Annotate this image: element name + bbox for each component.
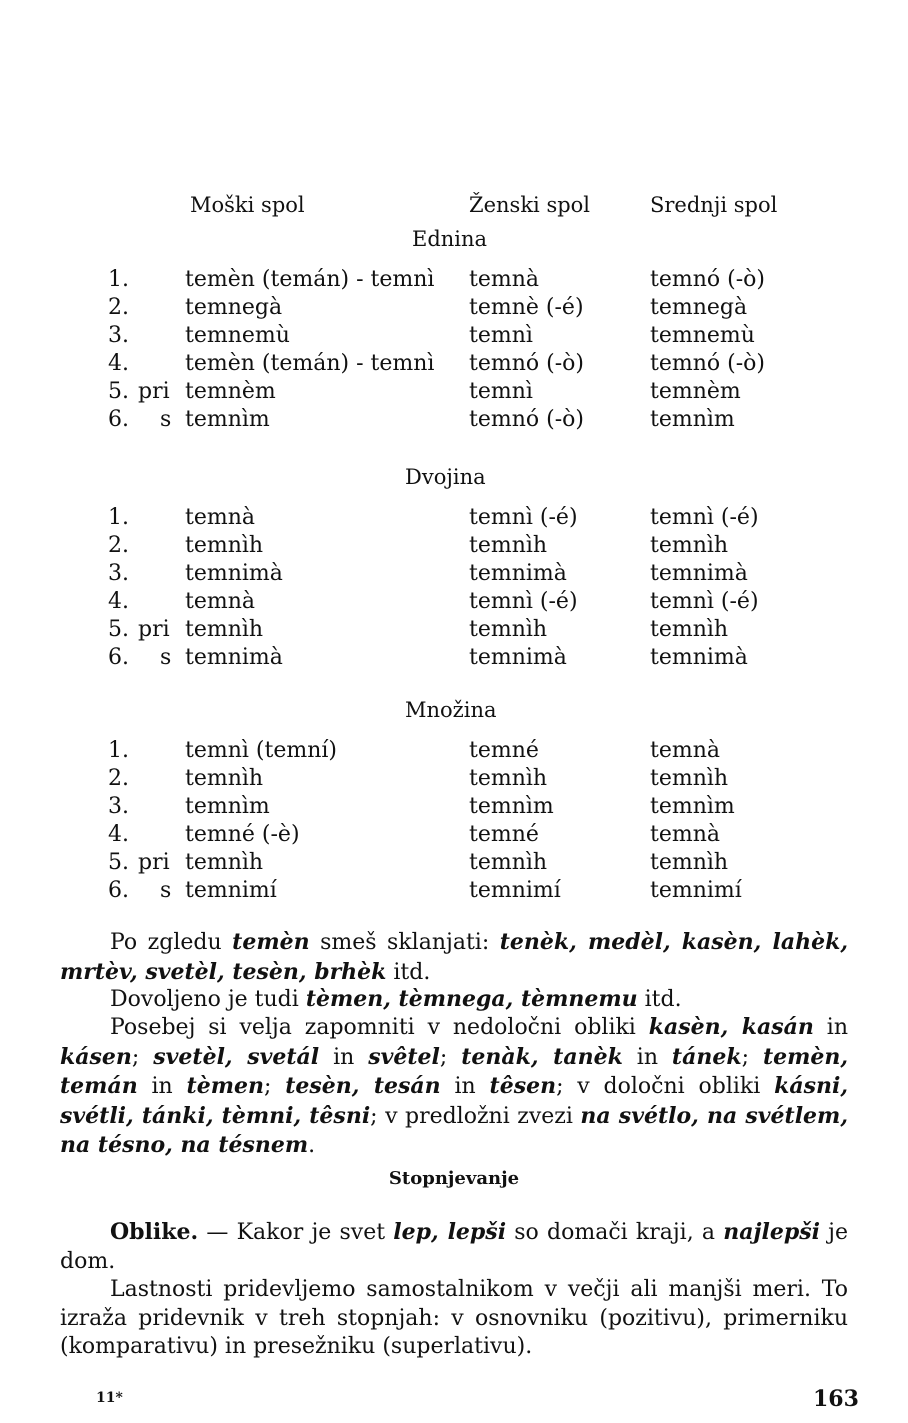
feminine-form: temnimà bbox=[469, 561, 567, 586]
masculine-form: temnìm bbox=[185, 794, 270, 819]
neuter-form: temnìm bbox=[650, 407, 735, 432]
case-preposition: s bbox=[160, 878, 172, 903]
header-neuter: Srednji spol bbox=[650, 193, 778, 217]
header-feminine: Ženski spol bbox=[469, 193, 591, 217]
case-number: 3. bbox=[108, 561, 129, 586]
case-number: 3. bbox=[108, 794, 129, 819]
paragraph-forms: Oblike. — Kakor je svet lep, lepši so domači kraji, a najlepši je dom. bbox=[60, 1219, 849, 1274]
neuter-form: temnó (-ò) bbox=[650, 351, 765, 376]
masculine-form: temnèm bbox=[185, 379, 276, 404]
neuter-form: temnimí bbox=[650, 878, 742, 903]
case-number: 3. bbox=[108, 323, 129, 348]
feminine-form: temnìm bbox=[469, 794, 554, 819]
neuter-form: temnó (-ò) bbox=[650, 267, 765, 292]
case-number: 4. bbox=[108, 822, 129, 847]
feminine-form: temnì bbox=[469, 323, 533, 348]
feminine-form: temnìh bbox=[469, 766, 548, 791]
feminine-form: temnè (-é) bbox=[469, 295, 584, 320]
section-title-mnozina: Množina bbox=[405, 698, 497, 722]
feminine-form: temnó (-ò) bbox=[469, 351, 584, 376]
masculine-form: temnegà bbox=[185, 295, 283, 320]
feminine-form: temnimà bbox=[469, 645, 567, 670]
masculine-form: temné (-è) bbox=[185, 822, 300, 847]
case-preposition: pri bbox=[138, 379, 170, 404]
case-number: 6. bbox=[108, 407, 129, 432]
feminine-form: temné bbox=[469, 738, 539, 763]
feminine-form: temnì (-é) bbox=[469, 589, 578, 614]
neuter-form: temnèm bbox=[650, 379, 741, 404]
paragraph-allowed: Dovoljeno je tudi tèmen, tèmnega, tèmnemu itd. bbox=[110, 986, 682, 1012]
case-number: 4. bbox=[108, 589, 129, 614]
case-preposition: s bbox=[160, 407, 172, 432]
feminine-form: temnimí bbox=[469, 878, 561, 903]
neuter-form: temnìh bbox=[650, 533, 729, 558]
feminine-form: temnì bbox=[469, 379, 533, 404]
masculine-form: temèn (temán) - temnì bbox=[185, 351, 435, 376]
neuter-form: temnimà bbox=[650, 645, 748, 670]
case-number: 1. bbox=[108, 738, 129, 763]
feminine-form: temnì (-é) bbox=[469, 505, 578, 530]
paragraph-examples: Po zgledu temèn smeš sklanjati: tenèk, medèl, kasèn, lahèk, mrtèv, svetèl, tesèn, brhèk itd. bbox=[60, 929, 849, 985]
neuter-form: temnì (-é) bbox=[650, 589, 759, 614]
masculine-form: temnimà bbox=[185, 645, 283, 670]
case-number: 6. bbox=[108, 878, 129, 903]
page-number: 163 bbox=[813, 1386, 859, 1412]
feminine-form: temnó (-ò) bbox=[469, 407, 584, 432]
neuter-form: temnà bbox=[650, 822, 721, 847]
neuter-form: temnìh bbox=[650, 850, 729, 875]
feminine-form: temnà bbox=[469, 267, 540, 292]
paragraph-remember: Posebej si velja zapomniti v nedoločni obliki kasèn, kasán in kásen; svetèl, svetál in svêtel; tenàk, tanèk in tánek; temèn, temán in tèmen; tesèn, tesán in têsen; v določni obliki kásni, svétli, tánki, tèmni, têsni; v predložni zvezi na svétlo, na svétlem, na tésno, na tésnem. bbox=[60, 1014, 849, 1158]
masculine-form: temnemù bbox=[185, 323, 290, 348]
section-heading: Stopnjevanje bbox=[388, 1168, 520, 1189]
section-title-ednina: Ednina bbox=[412, 227, 488, 251]
neuter-form: temnì (-é) bbox=[650, 505, 759, 530]
case-number: 2. bbox=[108, 766, 129, 791]
case-number: 1. bbox=[108, 267, 129, 292]
neuter-form: temnimà bbox=[650, 561, 748, 586]
section-title-dvojina: Dvojina bbox=[405, 465, 486, 489]
feminine-form: temné bbox=[469, 822, 539, 847]
neuter-form: temnìh bbox=[650, 617, 729, 642]
case-number: 5. bbox=[108, 379, 129, 404]
masculine-form: temnimà bbox=[185, 561, 283, 586]
header-masculine: Moški spol bbox=[190, 193, 305, 217]
neuter-form: temnemù bbox=[650, 323, 755, 348]
case-number: 2. bbox=[108, 295, 129, 320]
feminine-form: temnìh bbox=[469, 533, 548, 558]
masculine-form: temnìh bbox=[185, 533, 264, 558]
neuter-form: temnìm bbox=[650, 794, 735, 819]
case-preposition: s bbox=[160, 645, 172, 670]
signature-mark: 11* bbox=[96, 1390, 123, 1406]
paragraph-degrees: Lastnosti pridevljemo samostalnikom v večji ali manjši meri. To izraža pridevnik v treh stopnjah: v osnovniku (pozitivu), primerniku (komparativu) in presežniku (superlativu). bbox=[60, 1277, 848, 1359]
masculine-form: temnìm bbox=[185, 407, 270, 432]
masculine-form: temnimí bbox=[185, 878, 277, 903]
case-preposition: pri bbox=[138, 617, 170, 642]
case-preposition: pri bbox=[138, 850, 170, 875]
masculine-form: temèn (temán) - temnì bbox=[185, 267, 435, 292]
masculine-form: temnì (temní) bbox=[185, 738, 338, 763]
feminine-form: temnìh bbox=[469, 617, 548, 642]
masculine-form: temnìh bbox=[185, 617, 264, 642]
masculine-form: temnà bbox=[185, 505, 256, 530]
feminine-form: temnìh bbox=[469, 850, 548, 875]
neuter-form: temnà bbox=[650, 738, 721, 763]
case-number: 6. bbox=[108, 645, 129, 670]
masculine-form: temnìh bbox=[185, 766, 264, 791]
case-number: 5. bbox=[108, 617, 129, 642]
case-number: 5. bbox=[108, 850, 129, 875]
masculine-form: temnìh bbox=[185, 850, 264, 875]
neuter-form: temnìh bbox=[650, 766, 729, 791]
neuter-form: temnegà bbox=[650, 295, 748, 320]
case-number: 1. bbox=[108, 505, 129, 530]
case-number: 4. bbox=[108, 351, 129, 376]
masculine-form: temnà bbox=[185, 589, 256, 614]
case-number: 2. bbox=[108, 533, 129, 558]
